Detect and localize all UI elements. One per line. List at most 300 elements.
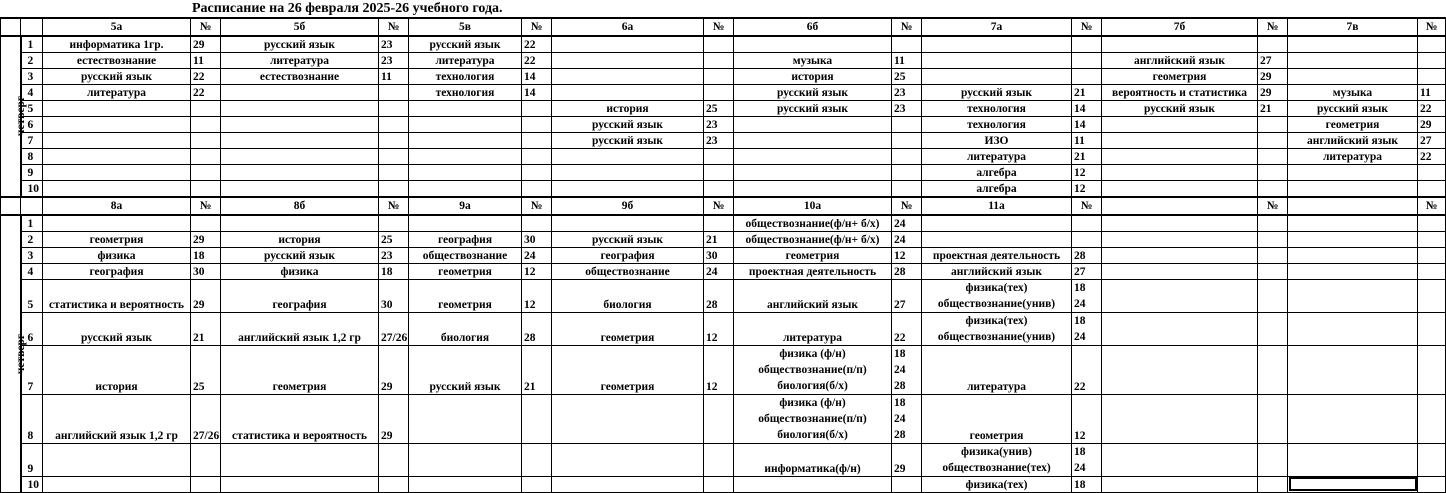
subject-cell[interactable]: алгебра (922, 164, 1072, 180)
subject-cell[interactable]: технология (409, 84, 522, 100)
room-cell[interactable]: 28 (522, 312, 552, 345)
room-cell[interactable] (191, 180, 221, 196)
subject-cell[interactable]: технология (922, 116, 1072, 132)
room-cell[interactable] (379, 215, 409, 231)
subject-cell[interactable]: история (734, 68, 892, 84)
subject-cell[interactable] (734, 394, 892, 443)
room-cell[interactable]: 30 (704, 247, 734, 263)
subject-cell[interactable] (1288, 443, 1418, 476)
room-cell[interactable]: 18 (191, 247, 221, 263)
room-cell[interactable]: 22 (522, 52, 552, 68)
subject-cell[interactable] (409, 100, 522, 116)
room-cell[interactable]: 21 (1258, 100, 1288, 116)
room-cell[interactable]: 30 (191, 263, 221, 279)
subject-cell[interactable]: литература (922, 148, 1072, 164)
subject-cell[interactable]: русский язык (409, 36, 522, 52)
room-cell[interactable] (1258, 148, 1288, 164)
room-cell[interactable]: 11 (191, 52, 221, 68)
room-cell[interactable] (379, 180, 409, 196)
room-cell[interactable] (522, 164, 552, 180)
subject-cell[interactable] (922, 68, 1072, 84)
room-cell[interactable] (1418, 476, 1446, 492)
subject-cell[interactable] (552, 68, 704, 84)
subject-cell[interactable] (1102, 443, 1258, 476)
room-cell[interactable]: 12 (704, 345, 734, 394)
room-cell[interactable] (1258, 476, 1288, 492)
room-cell[interactable] (1072, 68, 1102, 84)
subject-cell[interactable] (1288, 247, 1418, 263)
room-cell[interactable] (1258, 443, 1288, 476)
subject-cell[interactable]: проектная деятельность (734, 263, 892, 279)
subject-cell[interactable]: геометрия (221, 345, 379, 394)
subject-cell[interactable]: русский язык (221, 36, 379, 52)
subject-cell[interactable] (221, 164, 379, 180)
room-cell[interactable] (1258, 215, 1288, 231)
subject-cell[interactable]: биология (552, 279, 704, 312)
subject-cell[interactable]: русский язык (221, 247, 379, 263)
room-cell[interactable]: 23 (704, 132, 734, 148)
room-cell[interactable] (704, 164, 734, 180)
subject-cell[interactable] (43, 476, 191, 492)
subject-cell[interactable]: вероятность и статистика (1102, 84, 1258, 100)
room-cell[interactable] (704, 394, 734, 443)
room-cell[interactable] (704, 476, 734, 492)
room-cell[interactable]: 28 (892, 263, 922, 279)
room-cell[interactable]: 22 (1072, 345, 1102, 394)
room-cell[interactable]: 11 (379, 68, 409, 84)
subject-cell[interactable]: география (221, 279, 379, 312)
room-cell[interactable] (704, 36, 734, 52)
subject-cell[interactable]: обществознание (552, 263, 704, 279)
subject-cell[interactable]: геометрия (409, 279, 522, 312)
subject-cell[interactable]: геометрия (552, 312, 704, 345)
subject-cell[interactable] (552, 52, 704, 68)
room-cell[interactable]: 23 (379, 36, 409, 52)
room-cell[interactable]: 25 (704, 100, 734, 116)
subject-cell[interactable] (1288, 36, 1418, 52)
room-cell[interactable]: 25 (892, 68, 922, 84)
subject-cell[interactable] (221, 180, 379, 196)
room-cell[interactable]: 30 (522, 231, 552, 247)
room-cell[interactable]: 29 (892, 443, 922, 476)
room-cell[interactable] (704, 215, 734, 231)
subject-cell[interactable] (1288, 394, 1418, 443)
selected-cell[interactable] (1288, 476, 1418, 492)
subject-cell[interactable] (409, 148, 522, 164)
subject-cell[interactable]: ИЗО (922, 132, 1072, 148)
subject-cell[interactable]: технология (922, 100, 1072, 116)
subject-cell[interactable] (734, 36, 892, 52)
room-cell[interactable] (1258, 263, 1288, 279)
room-cell[interactable] (704, 52, 734, 68)
room-cell[interactable]: 14 (522, 68, 552, 84)
subject-cell[interactable]: английский язык 1,2 гр (221, 312, 379, 345)
subject-cell[interactable] (1102, 164, 1258, 180)
room-cell[interactable]: 27 (1418, 132, 1446, 148)
room-cell[interactable]: 29 (1418, 116, 1446, 132)
subject-cell[interactable]: русский язык (734, 100, 892, 116)
subject-cell[interactable] (43, 132, 191, 148)
room-cell[interactable] (191, 132, 221, 148)
room-cell[interactable]: 12 (522, 263, 552, 279)
subject-cell[interactable] (221, 100, 379, 116)
room-cell[interactable] (892, 116, 922, 132)
room-cell[interactable]: 21 (1072, 84, 1102, 100)
subject-cell[interactable] (43, 116, 191, 132)
room-cell[interactable]: 27 (1072, 263, 1102, 279)
room-cell[interactable]: 22 (522, 36, 552, 52)
room-cell[interactable] (191, 148, 221, 164)
subject-cell[interactable]: естествознание (221, 68, 379, 84)
subject-cell[interactable] (922, 279, 1072, 312)
room-cell[interactable]: 23 (892, 100, 922, 116)
subject-cell[interactable] (409, 116, 522, 132)
subject-cell[interactable] (221, 132, 379, 148)
room-cell[interactable]: 29 (1258, 84, 1288, 100)
room-cell[interactable] (379, 132, 409, 148)
room-cell[interactable] (1258, 116, 1288, 132)
room-cell[interactable] (191, 443, 221, 476)
subject-cell[interactable]: русский язык (734, 84, 892, 100)
subject-cell[interactable]: английский язык (922, 263, 1072, 279)
room-cell[interactable] (704, 68, 734, 84)
room-cell[interactable] (522, 215, 552, 231)
room-cell[interactable] (191, 116, 221, 132)
subject-cell[interactable]: русский язык (43, 68, 191, 84)
room-cell[interactable]: 23 (704, 116, 734, 132)
subject-cell[interactable]: обществознание(ф/н+ б/х) (734, 231, 892, 247)
subject-cell[interactable] (43, 164, 191, 180)
subject-cell[interactable]: литература (922, 345, 1072, 394)
subject-cell[interactable]: физика (221, 263, 379, 279)
room-cell[interactable]: 27/26 (379, 312, 409, 345)
room-cell[interactable] (191, 100, 221, 116)
room-cell[interactable] (704, 443, 734, 476)
room-cell[interactable] (1072, 215, 1102, 231)
subject-cell[interactable] (734, 164, 892, 180)
subject-cell[interactable] (43, 443, 191, 476)
room-cell[interactable] (892, 180, 922, 196)
room-cell[interactable]: 27 (1258, 52, 1288, 68)
subject-cell[interactable]: обществознание(ф/н+ б/х) (734, 215, 892, 231)
subject-cell[interactable] (1288, 215, 1418, 231)
subject-cell[interactable]: информатика(ф/н) (734, 443, 892, 476)
subject-cell[interactable] (221, 476, 379, 492)
subject-cell[interactable]: география (552, 247, 704, 263)
room-cell[interactable] (522, 394, 552, 443)
room-cell[interactable]: 18 (379, 263, 409, 279)
subject-cell[interactable] (409, 443, 522, 476)
subject-cell[interactable] (1102, 215, 1258, 231)
subject-cell[interactable]: русский язык (1288, 100, 1418, 116)
room-cell[interactable] (892, 36, 922, 52)
room-cell[interactable] (892, 345, 922, 394)
subject-cell[interactable] (43, 215, 191, 231)
room-cell[interactable] (1418, 215, 1446, 231)
room-cell[interactable] (1418, 263, 1446, 279)
subject-cell[interactable] (409, 180, 522, 196)
room-cell[interactable]: 21 (191, 312, 221, 345)
subject-cell[interactable] (1288, 52, 1418, 68)
subject-cell[interactable]: физика (43, 247, 191, 263)
room-cell[interactable]: 12 (1072, 164, 1102, 180)
subject-cell[interactable] (1102, 231, 1258, 247)
room-cell[interactable] (1258, 279, 1288, 312)
room-cell[interactable]: 24 (704, 263, 734, 279)
room-cell[interactable]: 23 (892, 84, 922, 100)
room-cell[interactable] (1418, 279, 1446, 312)
room-cell[interactable] (892, 476, 922, 492)
subject-cell[interactable] (1102, 116, 1258, 132)
subject-cell[interactable]: физика(тех) (922, 476, 1072, 492)
room-cell[interactable] (191, 164, 221, 180)
room-cell[interactable]: 22 (892, 312, 922, 345)
room-cell[interactable] (379, 84, 409, 100)
subject-cell[interactable] (1288, 68, 1418, 84)
subject-cell[interactable] (922, 443, 1072, 476)
room-cell[interactable] (892, 148, 922, 164)
room-cell[interactable] (1418, 68, 1446, 84)
subject-cell[interactable] (1102, 394, 1258, 443)
room-cell[interactable] (1418, 180, 1446, 196)
subject-cell[interactable] (1288, 164, 1418, 180)
subject-cell[interactable]: геометрия (734, 247, 892, 263)
subject-cell[interactable] (409, 164, 522, 180)
subject-cell[interactable]: геометрия (1102, 68, 1258, 84)
subject-cell[interactable] (734, 345, 892, 394)
subject-cell[interactable] (43, 180, 191, 196)
room-cell[interactable] (1072, 36, 1102, 52)
subject-cell[interactable] (1288, 312, 1418, 345)
room-cell[interactable] (1258, 312, 1288, 345)
room-cell[interactable] (1258, 36, 1288, 52)
room-cell[interactable] (892, 164, 922, 180)
subject-cell[interactable] (552, 164, 704, 180)
subject-cell[interactable] (409, 215, 522, 231)
subject-cell[interactable]: алгебра (922, 180, 1072, 196)
subject-cell[interactable] (1288, 279, 1418, 312)
room-cell[interactable] (522, 100, 552, 116)
room-cell[interactable] (191, 476, 221, 492)
subject-cell[interactable] (922, 36, 1072, 52)
room-cell[interactable] (892, 132, 922, 148)
room-cell[interactable] (379, 476, 409, 492)
subject-cell[interactable] (1288, 345, 1418, 394)
room-cell[interactable] (1072, 52, 1102, 68)
subject-cell[interactable] (1102, 312, 1258, 345)
subject-cell[interactable] (221, 84, 379, 100)
room-cell[interactable] (522, 116, 552, 132)
subject-cell[interactable]: геометрия (409, 263, 522, 279)
room-cell[interactable]: 24 (522, 247, 552, 263)
subject-cell[interactable] (1102, 180, 1258, 196)
room-cell[interactable] (1418, 231, 1446, 247)
room-cell[interactable] (1418, 247, 1446, 263)
room-cell[interactable] (522, 148, 552, 164)
subject-cell[interactable]: геометрия (552, 345, 704, 394)
subject-cell[interactable]: русский язык (552, 132, 704, 148)
room-cell[interactable] (1258, 164, 1288, 180)
subject-cell[interactable] (1102, 345, 1258, 394)
subject-cell[interactable]: музыка (1288, 84, 1418, 100)
subject-cell[interactable] (221, 148, 379, 164)
subject-cell[interactable]: статистика и вероятность (43, 279, 191, 312)
subject-cell[interactable] (1102, 263, 1258, 279)
room-cell[interactable]: 23 (379, 52, 409, 68)
room-cell[interactable] (1258, 132, 1288, 148)
room-cell[interactable] (1258, 180, 1288, 196)
room-cell[interactable]: 22 (1418, 100, 1446, 116)
subject-cell[interactable] (1102, 132, 1258, 148)
subject-cell[interactable]: русский язык (552, 231, 704, 247)
room-cell[interactable]: 21 (522, 345, 552, 394)
room-cell[interactable]: 28 (1072, 247, 1102, 263)
subject-cell[interactable]: литература (734, 312, 892, 345)
subject-cell[interactable] (552, 394, 704, 443)
room-cell[interactable]: 29 (379, 345, 409, 394)
subject-cell[interactable]: литература (409, 52, 522, 68)
subject-cell[interactable]: русский язык (552, 116, 704, 132)
room-cell[interactable] (379, 116, 409, 132)
room-cell[interactable]: 25 (379, 231, 409, 247)
subject-cell[interactable] (43, 100, 191, 116)
room-cell[interactable] (704, 148, 734, 164)
room-cell[interactable] (1418, 312, 1446, 345)
subject-cell[interactable] (1102, 476, 1258, 492)
room-cell[interactable]: 12 (1072, 180, 1102, 196)
subject-cell[interactable]: английский язык 1,2 гр (43, 394, 191, 443)
room-cell[interactable]: 29 (379, 394, 409, 443)
subject-cell[interactable]: обществознание (409, 247, 522, 263)
subject-cell[interactable]: геометрия (43, 231, 191, 247)
room-cell[interactable]: 29 (191, 279, 221, 312)
subject-cell[interactable]: технология (409, 68, 522, 84)
subject-cell[interactable]: литература (221, 52, 379, 68)
subject-cell[interactable] (734, 132, 892, 148)
subject-cell[interactable]: литература (43, 84, 191, 100)
subject-cell[interactable] (409, 476, 522, 492)
subject-cell[interactable]: статистика и вероятность (221, 394, 379, 443)
room-cell[interactable] (704, 180, 734, 196)
room-cell[interactable]: 12 (1072, 394, 1102, 443)
room-cell[interactable]: 21 (704, 231, 734, 247)
subject-cell[interactable] (1102, 279, 1258, 312)
room-cell[interactable]: 21 (1072, 148, 1102, 164)
subject-cell[interactable]: русский язык (922, 84, 1072, 100)
room-cell[interactable] (522, 476, 552, 492)
subject-cell[interactable] (552, 148, 704, 164)
room-cell[interactable]: 29 (191, 36, 221, 52)
subject-cell[interactable]: естествознание (43, 52, 191, 68)
room-cell[interactable] (522, 180, 552, 196)
subject-cell[interactable]: география (409, 231, 522, 247)
subject-cell[interactable] (1102, 247, 1258, 263)
subject-cell[interactable] (1102, 36, 1258, 52)
subject-cell[interactable] (734, 148, 892, 164)
subject-cell[interactable] (552, 36, 704, 52)
subject-cell[interactable]: английский язык (1102, 52, 1258, 68)
room-cell[interactable] (1418, 345, 1446, 394)
room-cell[interactable]: 11 (1418, 84, 1446, 100)
room-cell[interactable]: 11 (892, 52, 922, 68)
room-cell[interactable] (1258, 345, 1288, 394)
subject-cell[interactable]: биология (409, 312, 522, 345)
room-cell[interactable]: 25 (191, 345, 221, 394)
room-cell[interactable] (1418, 52, 1446, 68)
subject-cell[interactable]: история (43, 345, 191, 394)
subject-cell[interactable] (734, 476, 892, 492)
room-cell[interactable]: 12 (892, 247, 922, 263)
subject-cell[interactable]: история (552, 100, 704, 116)
subject-cell[interactable]: музыка (734, 52, 892, 68)
subject-cell[interactable] (1288, 231, 1418, 247)
room-cell[interactable] (1418, 394, 1446, 443)
room-cell[interactable]: 11 (1072, 132, 1102, 148)
room-cell[interactable] (1072, 443, 1102, 476)
subject-cell[interactable]: информатика 1гр. (43, 36, 191, 52)
subject-cell[interactable] (734, 180, 892, 196)
room-cell[interactable] (1418, 164, 1446, 180)
subject-cell[interactable]: русский язык (409, 345, 522, 394)
room-cell[interactable]: 14 (1072, 116, 1102, 132)
room-cell[interactable]: 18 (1072, 476, 1102, 492)
subject-cell[interactable] (734, 116, 892, 132)
room-cell[interactable] (704, 84, 734, 100)
subject-cell[interactable] (922, 231, 1072, 247)
room-cell[interactable]: 27/26 (191, 394, 221, 443)
subject-cell[interactable] (221, 443, 379, 476)
room-cell[interactable] (1258, 247, 1288, 263)
room-cell[interactable]: 30 (379, 279, 409, 312)
subject-cell[interactable]: проектная деятельность (922, 247, 1072, 263)
room-cell[interactable]: 12 (704, 312, 734, 345)
subject-cell[interactable] (221, 116, 379, 132)
room-cell[interactable]: 29 (191, 231, 221, 247)
subject-cell[interactable] (552, 443, 704, 476)
room-cell[interactable]: 27 (892, 279, 922, 312)
subject-cell[interactable]: английский язык (1288, 132, 1418, 148)
room-cell[interactable] (522, 443, 552, 476)
room-cell[interactable] (379, 443, 409, 476)
room-cell[interactable]: 23 (379, 247, 409, 263)
room-cell[interactable]: 28 (704, 279, 734, 312)
room-cell[interactable] (1072, 312, 1102, 345)
subject-cell[interactable] (552, 84, 704, 100)
room-cell[interactable]: 12 (522, 279, 552, 312)
room-cell[interactable]: 22 (191, 68, 221, 84)
subject-cell[interactable]: геометрия (1288, 116, 1418, 132)
room-cell[interactable] (892, 394, 922, 443)
subject-cell[interactable] (1288, 263, 1418, 279)
room-cell[interactable]: 29 (1258, 68, 1288, 84)
subject-cell[interactable]: история (221, 231, 379, 247)
room-cell[interactable]: 24 (892, 215, 922, 231)
subject-cell[interactable] (922, 215, 1072, 231)
room-cell[interactable] (1072, 279, 1102, 312)
subject-cell[interactable] (409, 132, 522, 148)
room-cell[interactable] (191, 215, 221, 231)
room-cell[interactable]: 14 (1072, 100, 1102, 116)
subject-cell[interactable] (922, 312, 1072, 345)
room-cell[interactable] (379, 100, 409, 116)
subject-cell[interactable]: литература (1288, 148, 1418, 164)
subject-cell[interactable] (552, 476, 704, 492)
subject-cell[interactable] (43, 148, 191, 164)
subject-cell[interactable]: география (43, 263, 191, 279)
room-cell[interactable]: 14 (522, 84, 552, 100)
subject-cell[interactable] (409, 394, 522, 443)
room-cell[interactable]: 22 (1418, 148, 1446, 164)
